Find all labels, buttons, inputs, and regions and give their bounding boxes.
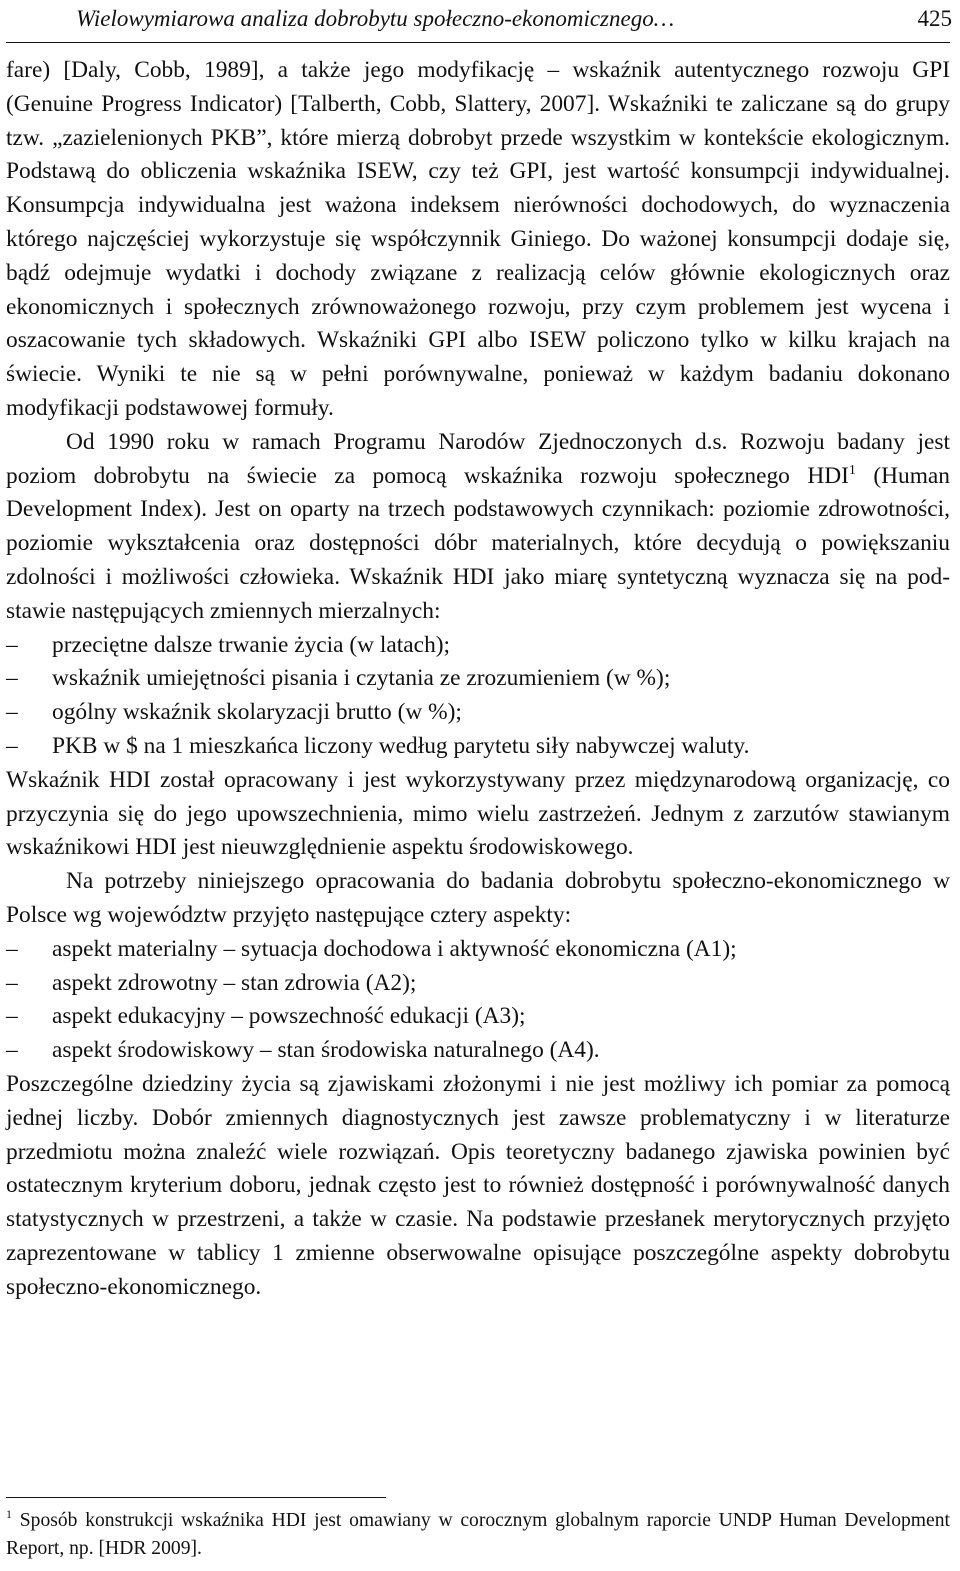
- list-item-text: aspekt materialny – sytuacja dochodowa i aktywność ekonomiczna (A1);: [52, 935, 737, 962]
- dash-bullet: –: [6, 1037, 18, 1064]
- list-item-text: aspekt środowiskowy – stan środowiska naturalnego (A4).: [52, 1037, 600, 1064]
- paragraph-aspects-intro: Na potrzeby niniejszego opracowania do badania dobrobytu społeczno-ekonomicznego w Polsce wg województw przyjęto następujące cztery aspekty:: [6, 868, 950, 928]
- dash-bullet: –: [6, 665, 18, 692]
- paragraph-isew-gpi: fare) [Daly, Cobb, 1989], a także jego modyfikację – wskaźnik autentycznego rozwoju GPI (Genuine Progress Indicator) [Talberth, Cobb, Slattery, 2007]. Wskaźniki te zaliczane są do grupy tzw. „zazielenionych PKB”, które mierzą dobrobyt przede wszystkim w kontekście ekologicznym. Podstawą do obliczenia wskaźnika ISEW, czy też GPI, jest wartość konsumpcji indywidualnej. Konsumpcja indywidualna jest ważona indeksem nierówności dochodowych, do wyznaczenia którego najczęściej wykorzystuje się współczynnik Giniego. Do ważonej konsumpcji dodaje się, bądź odejmuje wydatki i dochody związane z realizacją celów głównie ekologicznych oraz ekonomicznych i społecznych zrównoważonego rozwoju, przy czym problemem jest wycena i oszacowanie tych składowych. Wskaźniki GPI albo ISEW policzono tylko w kilku krajach na świecie. Wyniki te nie są w pełni porównywalne, ponieważ w każdym badaniu dokonano modyfikacji podstawowej formuły.: [6, 57, 950, 421]
- paragraph-hdi-text-b: (Human Development Index). Jest on oparty na trzech podstawowych czynnikach: poziomie zdrowotności, poziomie wykształcenia oraz dostępności dóbr materialnych, które decydują o powiększaniu zdolności i możliwości człowieka. Wskaźnik HDI jako miarę syntetyczną wyznacza się na podstawie następujących zmiennych mierzalnych:: [6, 462, 950, 624]
- dash-bullet: –: [6, 732, 18, 759]
- dash-bullet: –: [6, 699, 18, 726]
- hdi-variables-list: [6, 629, 950, 764]
- document-page: [6, 0, 950, 1571]
- list-item: [6, 662, 950, 696]
- paragraph-variable-selection: Poszczególne dziedziny życia są zjawiskami złożonymi i nie jest możliwy ich pomiar za pomocą jednej liczby. Dobór zmiennych diagnostycznych jest zawsze problematyczny i w literaturze przedmiotu można znaleźć wiele rozwiązań. Opis teoretyczny badanego zjawiska powinien być ostatecznym kryterium doboru, jednak często jest to również dostępność i porównywalność danych statystycznych w przestrzeni, a także w czasie. Na podstawie przesłanek merytorycznych przyjęto zaprezentowane w tablicy 1 zmienne obserwowalne opisujące poszczególne aspekty dobrobytu społeczno-ekonomicznego.: [6, 1070, 950, 1300]
- footnote-reference: 1: [848, 462, 856, 478]
- paragraph-hdi-criticism: Wskaźnik HDI został opracowany i jest wykorzystywany przez międzynarodową organizację, co przyczynia się do jego upowszechnienia, mimo wielu zastrzeżeń. Jednym z zarzutów stawianym wskaźnikowi HDI jest nieuwzględnienie aspektu środowiskowego.: [6, 766, 950, 861]
- dash-bullet: –: [6, 969, 18, 996]
- list-item: [6, 730, 950, 764]
- dash-bullet: –: [6, 935, 18, 962]
- list-item-text: aspekt edukacyjny – powszechność edukacji (A3);: [52, 1003, 526, 1030]
- page-number: 425: [917, 6, 952, 31]
- list-item-text: wskaźnik umiejętności pisania i czytania ze zrozumieniem (w %);: [52, 665, 671, 692]
- dash-bullet: –: [6, 631, 18, 658]
- footnote-text: Sposób konstrukcji wskaźnika HDI jest omawiany w corocznym globalnym raporcie UNDP Human Development Report, np. [HDR 2009].: [6, 1510, 950, 1559]
- paragraph-hdi-text-a: Od 1990 roku w ramach Programu Narodów Zjednoczonych d.s. Rozwoju badany jest poziom dobrobytu na świecie za pomocą wskaźnika rozwoju społecznego HDI: [6, 428, 950, 489]
- paragraph-hdi: [6, 426, 950, 629]
- list-item-text: aspekt zdrowotny – stan zdrowia (A2);: [52, 969, 417, 996]
- list-item: [6, 967, 950, 1001]
- body-text: [6, 54, 950, 1304]
- list-item-text: przeciętne dalsze trwanie życia (w latach);: [52, 631, 451, 658]
- running-title: Wielowymiarowa analiza dobrobytu społeczno-ekonomicznego…: [76, 6, 675, 31]
- aspects-list: [6, 933, 950, 1068]
- running-header: [76, 4, 952, 34]
- list-item-text: PKB w $ na 1 mieszkańca liczony według parytetu siły nabywczej waluty.: [52, 732, 750, 759]
- list-item-text: ogólny wskaźnik skolaryzacji brutto (w %);: [52, 699, 462, 726]
- list-item: [6, 933, 950, 967]
- list-item: [6, 1000, 950, 1034]
- header-rule: [6, 42, 950, 43]
- list-item: [6, 629, 950, 663]
- footnote-rule: [6, 1497, 386, 1498]
- footnote: [6, 1507, 950, 1563]
- dash-bullet: –: [6, 1003, 18, 1030]
- list-item: [6, 1034, 950, 1068]
- list-item: [6, 696, 950, 730]
- footnote-marker: 1: [6, 1507, 12, 1521]
